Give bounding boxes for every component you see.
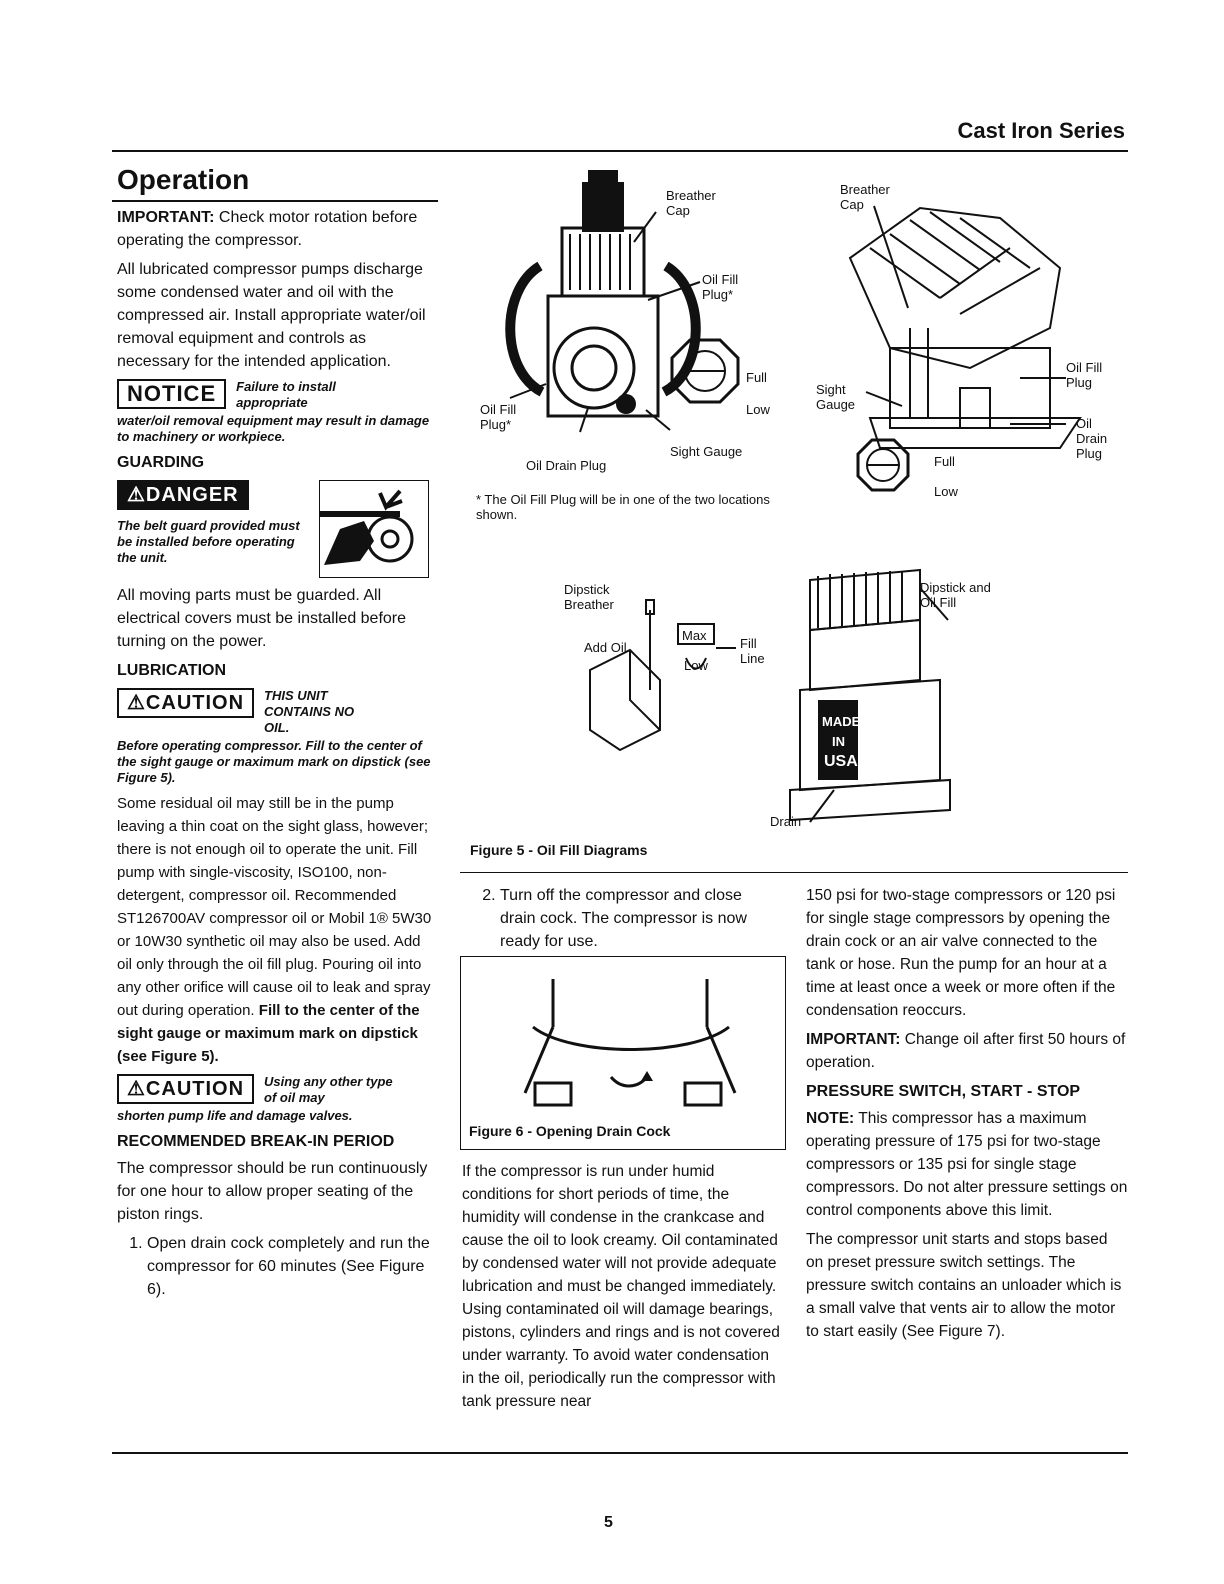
pump-a-diagram: [470, 170, 790, 490]
danger-text: The belt guard provided must be installed before operating the unit.: [117, 518, 300, 565]
label-breather-cap-b: Breather Cap: [840, 182, 890, 212]
section-header: Cast Iron Series: [957, 118, 1125, 143]
label-oil-drain-plug-b: Oil Drain Plug: [1076, 416, 1108, 461]
figure5-caption: Figure 5 - Oil Fill Diagrams: [470, 842, 648, 858]
paragraph: All moving parts must be guarded. All electrical covers must be installed before turning on the power.: [117, 587, 407, 650]
notice-box: [117, 379, 437, 411]
paragraph: The compressor unit starts and stops based on preset pressure switch settings. The pressure switch contains an unloader which is a small valve that vents air to allow the motor to start easily (See Figure 7).: [806, 1231, 1122, 1340]
label-oil-drain-plug: Oil Drain Plug: [526, 458, 607, 473]
label-oil-fill-plug-b: Oil Fill Plug: [1066, 360, 1103, 390]
label-oil-fill-plug: Oil Fill Plug*: [702, 272, 739, 302]
title-rule: [112, 200, 438, 202]
steps-list-2: [470, 884, 770, 953]
label-low-c: Low: [684, 658, 708, 673]
pump-d-diagram: [770, 540, 1010, 840]
paragraph: 150 psi for two-stage compressors or 120 psi for single stage compressors by opening the drain cock or an air valve connected to the tank or hose. Run the pump for an hour at a time at least once a week or more often if the condensation reoccurs.: [806, 887, 1116, 1019]
caution-tag-2: ⚠CAUTION: [117, 1074, 254, 1104]
caution-continued-2: shorten pump life and damage valves.: [117, 1108, 353, 1123]
footer-rule: [112, 1452, 1128, 1454]
label-max: Max: [682, 628, 707, 643]
list-item: 1. Open drain cock completely and run the compressor for 60 minutes (See Figure 6).: [147, 1232, 437, 1301]
note-paragraph: NOTE: This compressor has a maximum operating pressure of 175 psi for two-stage compressors or 135 psi for single stage compressors. Do not alter pressure settings on control components above this limit.: [806, 1110, 1128, 1219]
caution-continued: Before operating compressor. Fill to the center of the sight gauge or maximum mark on dipstick (see Figure 5).: [117, 738, 431, 785]
oil-paragraph: Some residual oil may still be in the pump leaving a thin coat on the sight glass, however; there is not enough oil to operate the unit. Fill pump with single-viscosity, ISO100, non-detergent, compressor oil. Recommended ST126700AV compressor oil or Mobil 1® 5W30 or 10W30 synthetic oil may also be used. Add oil only through the oil fill plug. Pouring oil into any other orifice will cause oil to leak and spray out during operation. Fill to the center of the sight gauge or maximum mark on dipstick (see Figure 5).: [117, 795, 432, 1065]
right-column: [806, 884, 1128, 1349]
figure-footnote: * The Oil Fill Plug will be in one of the two locations shown.: [476, 492, 770, 522]
label-dipstick-breather: Dipstick Breather: [564, 582, 614, 612]
figure6-box: [460, 956, 786, 1150]
label-fill-line: Fill Line: [740, 636, 765, 666]
notice-text: Failure to install appropriate: [236, 379, 336, 410]
label-drain: Drain: [770, 814, 802, 829]
paragraph: The compressor should be run continuously for one hour to allow proper seating of the piston rings.: [117, 1160, 428, 1223]
section-heading-pressure: PRESSURE SWITCH, START - STOP: [806, 1083, 1081, 1100]
caution-box-2: [117, 1074, 437, 1106]
important-note: IMPORTANT: Check motor rotation before operating the compressor.: [117, 209, 418, 249]
label-full: Full: [746, 370, 767, 385]
hand-in-belt-icon: [319, 480, 429, 578]
page-number: 5: [604, 1514, 613, 1531]
section-heading-guarding: GUARDING: [117, 454, 205, 471]
caution-text: THIS UNIT CONTAINS NO OIL.: [264, 688, 355, 735]
section-heading-lubrication: LUBRICATION: [117, 662, 227, 679]
danger-tag: ⚠DANGER: [117, 480, 249, 510]
label-breather-cap: Breather Cap: [666, 188, 716, 218]
figure6-caption: Figure 6 - Opening Drain Cock: [469, 1123, 671, 1139]
caution-tag: ⚠CAUTION: [117, 688, 254, 718]
notice-tag: NOTICE: [117, 379, 226, 409]
page-title: Operation: [117, 164, 250, 195]
label-sight-gauge-b: Sight Gauge: [816, 382, 856, 412]
label-oil-fill-plug-left: Oil Fill Plug*: [480, 402, 517, 432]
label-low: Low: [746, 402, 770, 417]
dipstick-diagram: [560, 580, 780, 760]
header-rule: [112, 150, 1128, 152]
section-heading-breakin: RECOMMENDED BREAK-IN PERIOD: [117, 1133, 395, 1150]
middle-column: [470, 884, 770, 953]
label-usa: USA: [824, 753, 858, 770]
left-column: [117, 206, 437, 1301]
middle-text: [462, 1160, 780, 1419]
label-in: IN: [832, 734, 845, 749]
label-low-b: Low: [934, 484, 958, 499]
caution-box: [117, 688, 437, 736]
list-item: 2. Turn off the compressor and close drain cock. The compressor is now ready for use.: [500, 884, 770, 953]
danger-block: [117, 480, 437, 578]
caution-text-2: Using any other type of oil may: [264, 1074, 393, 1105]
label-add-oil: Add Oil: [584, 640, 627, 655]
paragraph: All lubricated compressor pumps discharge some condensed water and oil with the compressed air. Install appropriate water/oil removal equipment and controls as necessary for the intended application.: [117, 261, 426, 370]
notice-continued: water/oil removal equipment may result in damage to machinery or workpiece.: [117, 413, 430, 444]
label-dipstick-oil-fill: Dipstick and Oil Fill: [920, 580, 991, 610]
figure-rule: [460, 872, 1128, 873]
label-made: MADE: [822, 714, 861, 729]
label-sight-gauge: Sight Gauge: [670, 444, 743, 459]
pump-b-diagram: [810, 178, 1120, 508]
paragraph: If the compressor is run under humid conditions for short periods of time, the humidity will condense in the crankcase and cause the oil to look creamy. Oil contaminated by condensed water will not provide adequate lubrication and must be changed immediately. Using contaminated oil will damage bearings, pistons, cylinders and rings and is not covered under warranty. To avoid water condensation in the oil, periodically run the compressor with tank pressure near: [462, 1163, 780, 1410]
label-full-b: Full: [934, 454, 955, 469]
important-note-2: IMPORTANT: Change oil after first 50 hours of operation.: [806, 1031, 1126, 1071]
steps-list: [117, 1232, 437, 1301]
